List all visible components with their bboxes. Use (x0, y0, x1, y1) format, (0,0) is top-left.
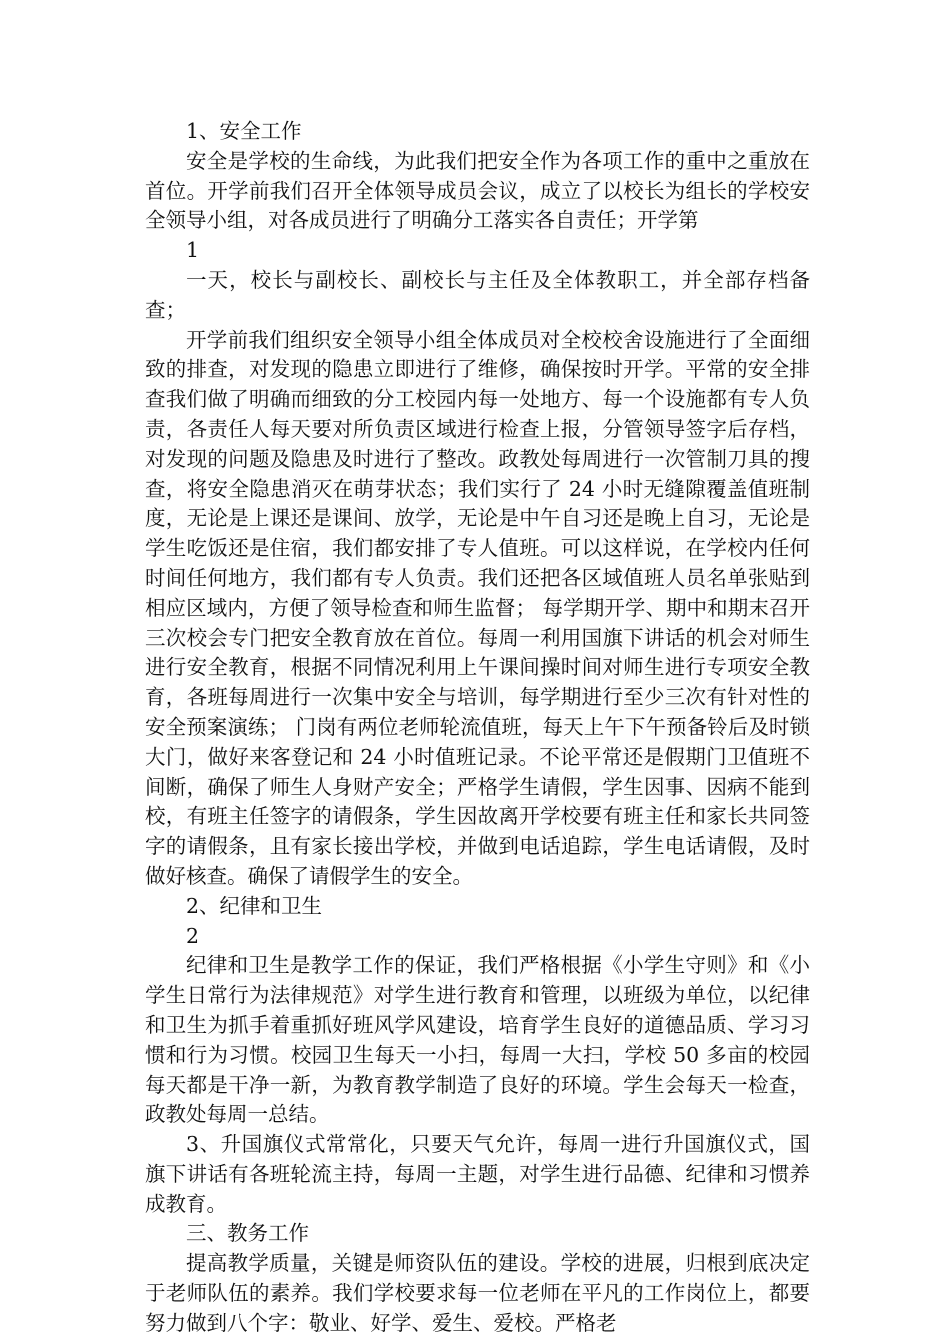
page-number-2: 2 (186, 923, 200, 948)
paragraph-first-day: 一天，校长与副校长、副校长与主任及全体教职工，并全部存档备查； (145, 267, 810, 322)
paragraph-safety-intro: 安全是学校的生命线，为此我们把安全作为各项工作的重中之重放在首位。开学前我们召开全体领导成员会议，成立了以校长为组长的学校安全领导小组，对各成员进行了明确分工落实各自责任；开学第 (145, 148, 810, 233)
heading-discipline-hygiene: 2、纪律和卫生 (186, 893, 323, 918)
page-number-1: 1 (186, 238, 200, 263)
document-body (145, 117, 810, 1339)
heading-safety-work: 1、安全工作 (186, 119, 302, 143)
heading-academic-affairs: 三、教务工作 (186, 1221, 309, 1246)
paragraph-flag-ceremony: 3、升国旗仪式常常化，只要天气允许，每周一进行升国旗仪式，国旗下讲话有各班轮流主持，每周一主题，对学生进行品德、纪律和习惯养成教育。 (145, 1132, 810, 1216)
paragraph-teaching-quality: 提高教学质量，关键是师资队伍的建设。学校的进展，归根到底决定于老师队伍的素养。我们学校要求每一位老师在平凡的工作岗位上，都要努力做到八个字：敬业、好学、爱生、爱校。严格老 (145, 1251, 810, 1335)
paragraph-safety-inspection: 开学前我们组织安全领导小组全体成员对全校校舍设施进行了全面细致的排查，对发现的隐患立即进行了维修，确保按时开学。平常的安全排查我们做了明确而细致的分工校园内每一处地方、每一个设施都有专人负责，各责任人每天要对所负责区域进行检查上报，分管领导签字后存档，对发现的问题及隐患及时进行了整改。政教处每周进行一次管制刀具的搜查，将安全隐患消灭在萌芽状态；我们实行了 24 小时无缝隙覆盖值班制度，无论是上课还是课间、放学，无论是中午自习还是晚上自习，无论是学生吃饭还是住宿，我们都安排了专人值班。可以这样说，在学校内任何时间任何地方，我们都有专人负责。我们还把各区域值班人员名单张贴到相应区域内，方便了领导检查和师生监督； 每学期开学、期中和期末召开三次校会专门把安全教育放在首位。每周一利用国旗下讲话的机会对师生进行安全教育，根据不同情况利用上午课间操时间对师生进行专项安全教育，各班每周进行一次集中安全与培训，每学期进行至少三次有针对性的安全预案演练； 门岗有两位老师轮流值班，每天上午下午预备铃后及时锁大门，做好来客登记和 24 小时值班记录。不论平常还是假期门卫值班不间断，确保了师生人身财产安全；严格学生请假，学生因事、因病不能到校，有班主任签字的请假条，学生因故离开学校要有班主任和家长共同签字的请假条，且有家长接出学校，并做到电话追踪，学生电话请假，及时做好核查。确保了请假学生的安全。 (145, 327, 810, 888)
paragraph-discipline-hygiene: 纪律和卫生是教学工作的保证，我们严格根据《小学生守则》和《小学生日常行为法律规范》对学生进行教育和管理，以班级为单位，以纪律和卫生为抓手着重抓好班风学风建设，培育学生良好的道德品质、学习习惯和行为习惯。校园卫生每天一小扫，每周一大扫，学校 50 多亩的校园每天都是干净一新，为教育教学制造了良好的环境。学生会每天一检查，政教处每周一总结。 (145, 953, 810, 1127)
